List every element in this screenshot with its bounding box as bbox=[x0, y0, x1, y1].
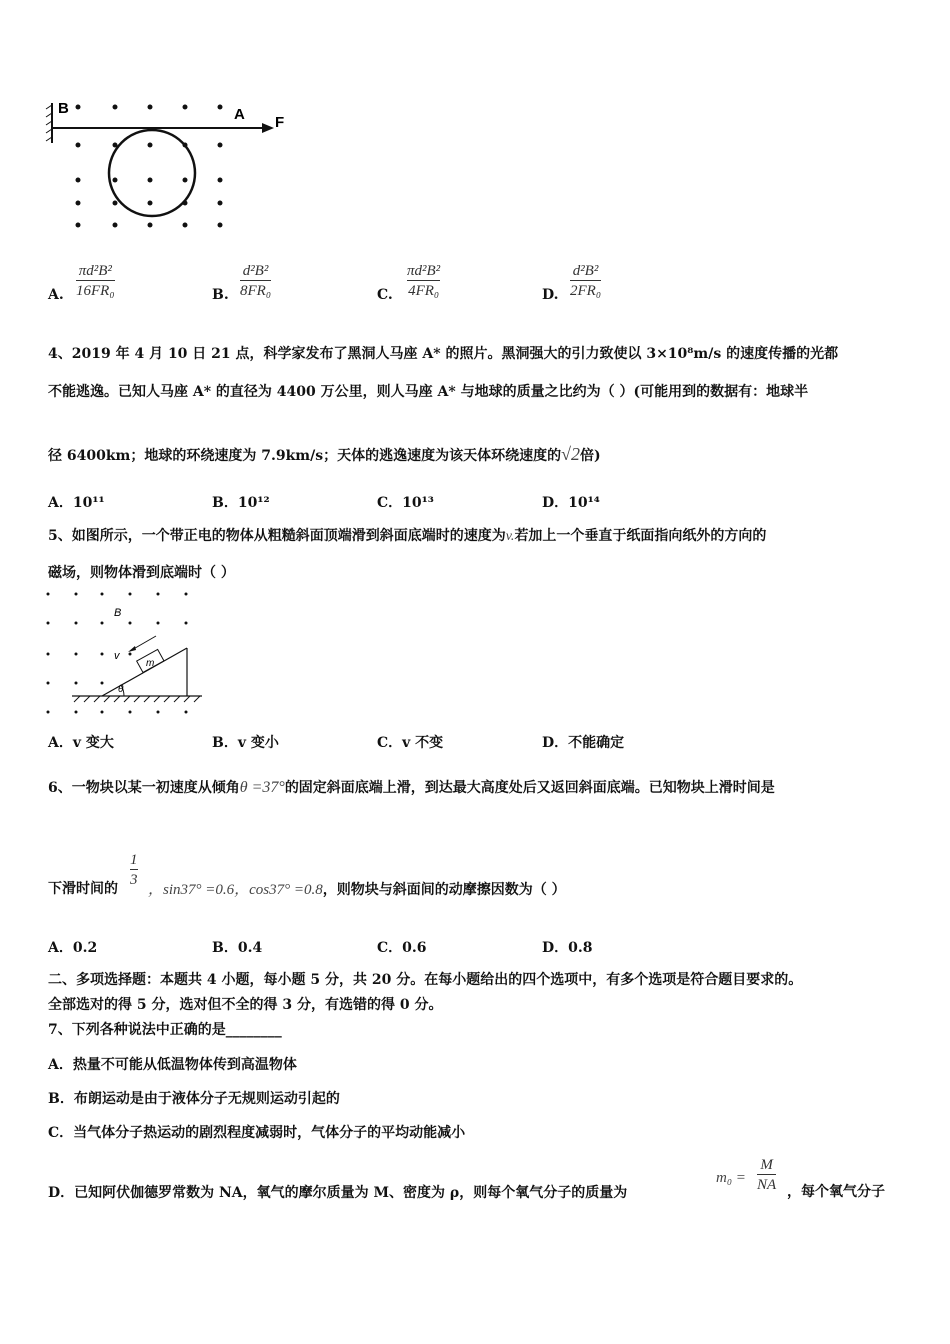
fraction: $\frac{\text{d²B²}}{\text{8FR₀}}$ bbox=[240, 263, 272, 299]
q6-option-b[interactable]: B．0.4 bbox=[212, 940, 263, 956]
label-b: B bbox=[114, 607, 122, 619]
q5-line2: 磁场，则物体滑到底端时（ ） bbox=[48, 565, 235, 581]
label-f: F bbox=[275, 114, 285, 131]
q4-option-c[interactable]: C．10¹³ bbox=[377, 495, 434, 511]
fraction: $\frac{\text{πd²B²}}{\text{16FR₀}}$ bbox=[76, 263, 115, 299]
q5-option-a[interactable]: A．v 变大 bbox=[48, 735, 114, 751]
incline-figure bbox=[40, 586, 210, 721]
q5-option-b[interactable]: B．v 变小 bbox=[212, 735, 279, 751]
q7-option-d[interactable]: D．已知阿伏伽德罗常数为 NA，氧气的摩尔质量为 M、密度为 ρ，则每个氧气分子的质量为 bbox=[48, 1185, 628, 1201]
fraction: $\frac{\text{d²B²}}{\text{2FR₀}}$ bbox=[570, 263, 602, 299]
q5-option-c[interactable]: C．v 不变 bbox=[377, 735, 444, 751]
q7-option-d-end: ，每个氧气分子 bbox=[787, 1184, 885, 1200]
q4-option-a[interactable]: A．10¹¹ bbox=[48, 495, 105, 511]
q6-option-d[interactable]: D．0.8 bbox=[542, 940, 593, 956]
q7-stem: 7、下列各种说法中正确的是________ bbox=[48, 1022, 282, 1038]
q5-line1: 5、如图所示，一个带正电的物体从粗糙斜面顶端滑到斜面底端时的速度为v.若加上一个垂直于纸面指向纸外的方向的 bbox=[48, 528, 767, 544]
magnetic-loop-figure bbox=[40, 95, 300, 240]
q7-option-b[interactable]: B．布朗运动是由于液体分子无规则运动引起的 bbox=[48, 1091, 340, 1107]
m0-symbol: m₀ = bbox=[716, 1170, 746, 1186]
label-b: B bbox=[58, 100, 69, 117]
label-v: v bbox=[114, 650, 120, 662]
option-letter: B. bbox=[212, 287, 229, 303]
q6-option-c[interactable]: C．0.6 bbox=[377, 940, 427, 956]
label-theta: θ bbox=[118, 684, 124, 695]
q4-line1: 4、2019 年 4 月 10 日 21 点，科学家发布了黑洞人马座 A* 的照片。黑洞强大的引力致使以 3×10⁸m/s 的速度传播的光都 bbox=[48, 346, 839, 362]
fraction: $\frac{\text{πd²B²}}{\text{4FR₀}}$ bbox=[407, 263, 441, 299]
q4-line3: 径 6400km；地球的环绕速度为 7.9km/s；天体的逃逸速度为该天体环绕速度的√2倍) bbox=[48, 444, 601, 464]
q6-line2-rest: ，sin37° =0.6，cos37° =0.8，则物块与斜面间的动摩擦因数为（ ） bbox=[148, 882, 566, 898]
q5-option-d[interactable]: D．不能确定 bbox=[542, 735, 625, 751]
q4-line2: 不能逃逸。已知人马座 A* 的直径为 4400 万公里，则人马座 A* 与地球的质量之比约为（ ）(可能用到的数据有：地球半 bbox=[48, 384, 809, 400]
section2-line1: 二、多项选择题：本题共 4 小题，每小题 5 分，共 20 分。在每小题给出的四个选项中，有多个选项是符合题目要求的。 bbox=[48, 972, 803, 988]
label-m: m bbox=[146, 658, 155, 669]
fraction-one-third: $\frac{1}{3}$ bbox=[130, 852, 138, 888]
q6-line2-start: 下滑时间的 bbox=[48, 881, 118, 897]
fraction-m-over-na: $\frac{M}{NA}$ bbox=[757, 1157, 777, 1193]
q7-option-c[interactable]: C．当气体分子热运动的剧烈程度减弱时，气体分子的平均动能减小 bbox=[48, 1125, 466, 1141]
option-letter: A. bbox=[48, 287, 64, 303]
q4-option-b[interactable]: B．10¹² bbox=[212, 495, 270, 511]
option-letter: D. bbox=[542, 287, 559, 303]
q6-line1: 6、一物块以某一初速度从倾角θ =37°的固定斜面底端上滑，到达最大高度处后又返回斜面底端。已知物块上滑时间是 bbox=[48, 779, 775, 796]
option-letter: C. bbox=[377, 287, 393, 303]
label-a: A bbox=[234, 106, 245, 123]
q6-option-a[interactable]: A．0.2 bbox=[48, 940, 98, 956]
q7-option-a[interactable]: A．热量不可能从低温物体传到高温物体 bbox=[48, 1057, 297, 1073]
q4-option-d[interactable]: D．10¹⁴ bbox=[542, 495, 600, 511]
section2-line2: 全部选对的得 5 分，选对但不全的得 3 分，有选错的得 0 分。 bbox=[48, 997, 443, 1013]
